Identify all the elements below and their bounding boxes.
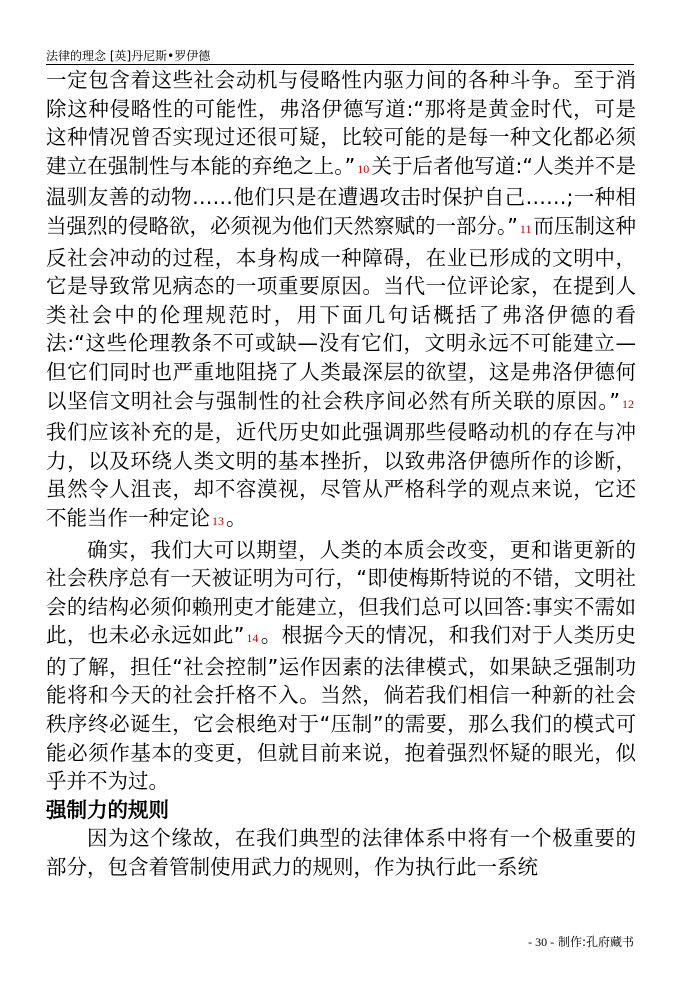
- header-divider: [46, 64, 634, 65]
- paragraph-1: [46, 66, 636, 536]
- text-segment: 。根据今天的情况，和我们对于人类历史的了解，担任“社会控制”运作因素的法律模式，如果缺乏强制功能将和今天的社会扦格不入。当然，倘若我们相信一种新的社会秩序终必诞生，它会根绝对于“压制”的需要，那么我们的模式可能必须作基本的变更，但就目前来说，抱着强烈怀疑的眼光，似乎并不为过。: [46, 623, 637, 794]
- footnote-ref-14[interactable]: 14: [246, 631, 259, 646]
- footnote-ref-13[interactable]: 13: [212, 513, 224, 528]
- page-body: [46, 66, 636, 882]
- page-number: - 30 -: [528, 935, 555, 949]
- text-segment: 我们应该补充的是，近代历史如此强调那些侵略动机的存在与冲力，以及环绕人类文明的基本挫折，以致弗洛伊德所作的诊断，虽然令人沮丧，却不容漠视，尽管从严格科学的观点来说，它还不能当作一种定论: [46, 420, 636, 530]
- paragraph-2: [46, 536, 636, 796]
- text-segment: 关于后者他写道:“人类并不是温驯友善的动物……他们只是在遭遇攻击时保护自己……;一种相当强烈的侵略欲，必须视为他们天然察赋的一部分。”: [46, 153, 636, 238]
- section-heading: 强制力的规则: [46, 797, 169, 822]
- paragraph-3: 因为这个缘故，在我们典型的法律体系中将有一个极重要的部分，包含着管制使用武力的规则，作为执行此一系统: [46, 826, 636, 880]
- page-footer: [528, 935, 634, 949]
- text-segment: 确实，我们大可以期望，人类的本质会改变，更和谐更新的社会秩序总有一天被证明为可行，“即使梅斯特说的不错，文明社会的结构必须仰赖刑吏才能建立，但我们总可以回答:事实不需如此，也未必永远如此”: [46, 537, 636, 648]
- footnote-ref-10[interactable]: 10: [357, 161, 370, 176]
- text-segment: 一定包含着这些社会动机与侵略性内驱力间的各种斗争。至于消除这种侵略性的可能性，弗洛伊德写道:“那将是黄金时代，可是这种情况曾否实现过还很可疑，比较可能的是每一种文化都必须建立在强制性与本能的弃绝之上。”: [46, 68, 636, 178]
- running-header: 法律的理念 [英]丹尼斯•罗伊德: [46, 49, 211, 63]
- footer-credit: 制作:孔府藏书: [557, 935, 634, 949]
- text-segment: 。: [226, 505, 247, 530]
- footnote-ref-12[interactable]: 12: [622, 396, 634, 411]
- text-segment: 而压制这种反社会冲动的过程，本身构成一种障碍，在业已形成的文明中，它是导致常见病态的一项重要原因。当代一位评论家，在提到人类社会中的伦理规范时，用下面几句话概括了弗洛伊德的看法:“这些伦理教条不可或缺—没有它们，文明永远不可能建立—但它们同时也严重地阻挠了人类最深层的欲望，这是弗洛伊德何以坚信文明社会与强制性的社会秩序间必然有所关联的原因。”: [46, 213, 636, 413]
- footnote-ref-11[interactable]: 11: [519, 221, 532, 236]
